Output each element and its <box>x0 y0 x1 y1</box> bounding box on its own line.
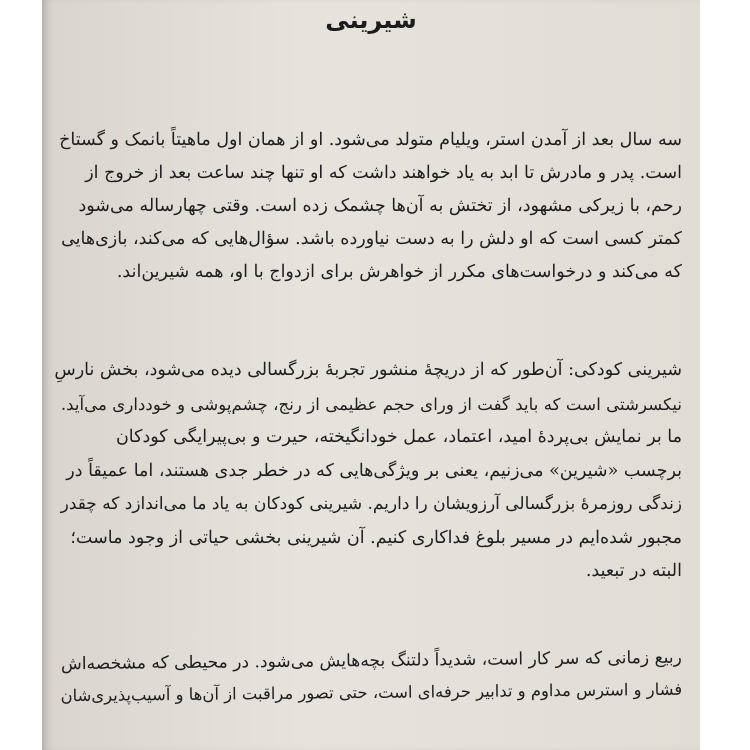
book-page <box>42 0 700 750</box>
text-line: سه سال بعد از آمدن استر، ویلیام متولد می‌شود. او از همان اول ماهیتاً بانمک و گستاخ <box>59 130 682 150</box>
text-line: فشار و استرس مداوم و تدابیر حرفه‌ای است، حتی تصور مراقبت از آن‌ها و آسیب‌پذیری‌شان <box>60 679 683 706</box>
paragraph-2 <box>54 354 682 589</box>
text-line: مجبور شده‌ایم در مسیر بلوغ فداکاری کنیم. آن شیرینی بخشی حیاتی از وجود ماست؛ <box>70 527 682 548</box>
text-line: است. پدر و مادرش تا ابد به یاد خواهند داشت که او تنها چند ساعت بعد از خروج از <box>85 163 682 183</box>
chapter-title: شیرینی <box>325 6 417 34</box>
text-line: البته در تبعید. <box>585 561 682 581</box>
text-line: ربیع زمانی که سر کار است، شدیداً دلتنگ بچه‌هایش می‌شود. در محیطی که مشخصه‌اش <box>60 647 682 675</box>
text-line: زندگی روزمرهٔ بزرگسالی آرزویشان را داریم. شیرینی کودکان به یاد ما می‌اندازد که چقدر <box>60 494 682 514</box>
text-line: برچسب «شیرین» می‌زنیم، یعنی بر ویژگی‌هایی که در خطر جدی هستند، اما عمیقاً در <box>66 460 682 481</box>
text-line: رحم، با زیرکی مشهود، از تختش به آن‌ها چشمک زده است. وقتی چهارساله می‌شود <box>78 196 682 216</box>
paragraph-1 <box>54 124 682 289</box>
text-line: نیکسرشتی است که باید گفت از ورای حجم عظیمی از رنج، چشم‌پوشی و خودداری می‌آید. <box>60 394 682 414</box>
text-line: ما بر نمایش بی‌پردهٔ امید، اعتماد، عمل خودانگیخته، حیرت و بی‌پیرایگی کودکان <box>115 427 682 447</box>
text-line: شیرینی کودکی: آن‌طور که از دریچهٔ منشور تجربهٔ بزرگسالی دیده می‌شود، بخش نارسِ <box>54 360 682 380</box>
text-line: که می‌کند و درخواست‌های مکرر از خواهرش برای ازدواج با او، همه شیرین‌اند. <box>116 262 682 282</box>
paragraph-3 <box>54 643 683 712</box>
text-line: کمتر کسی است که او دلش را به دست نیاورده باشد. سؤال‌هایی که می‌کند، بازی‌هایی <box>61 229 682 249</box>
